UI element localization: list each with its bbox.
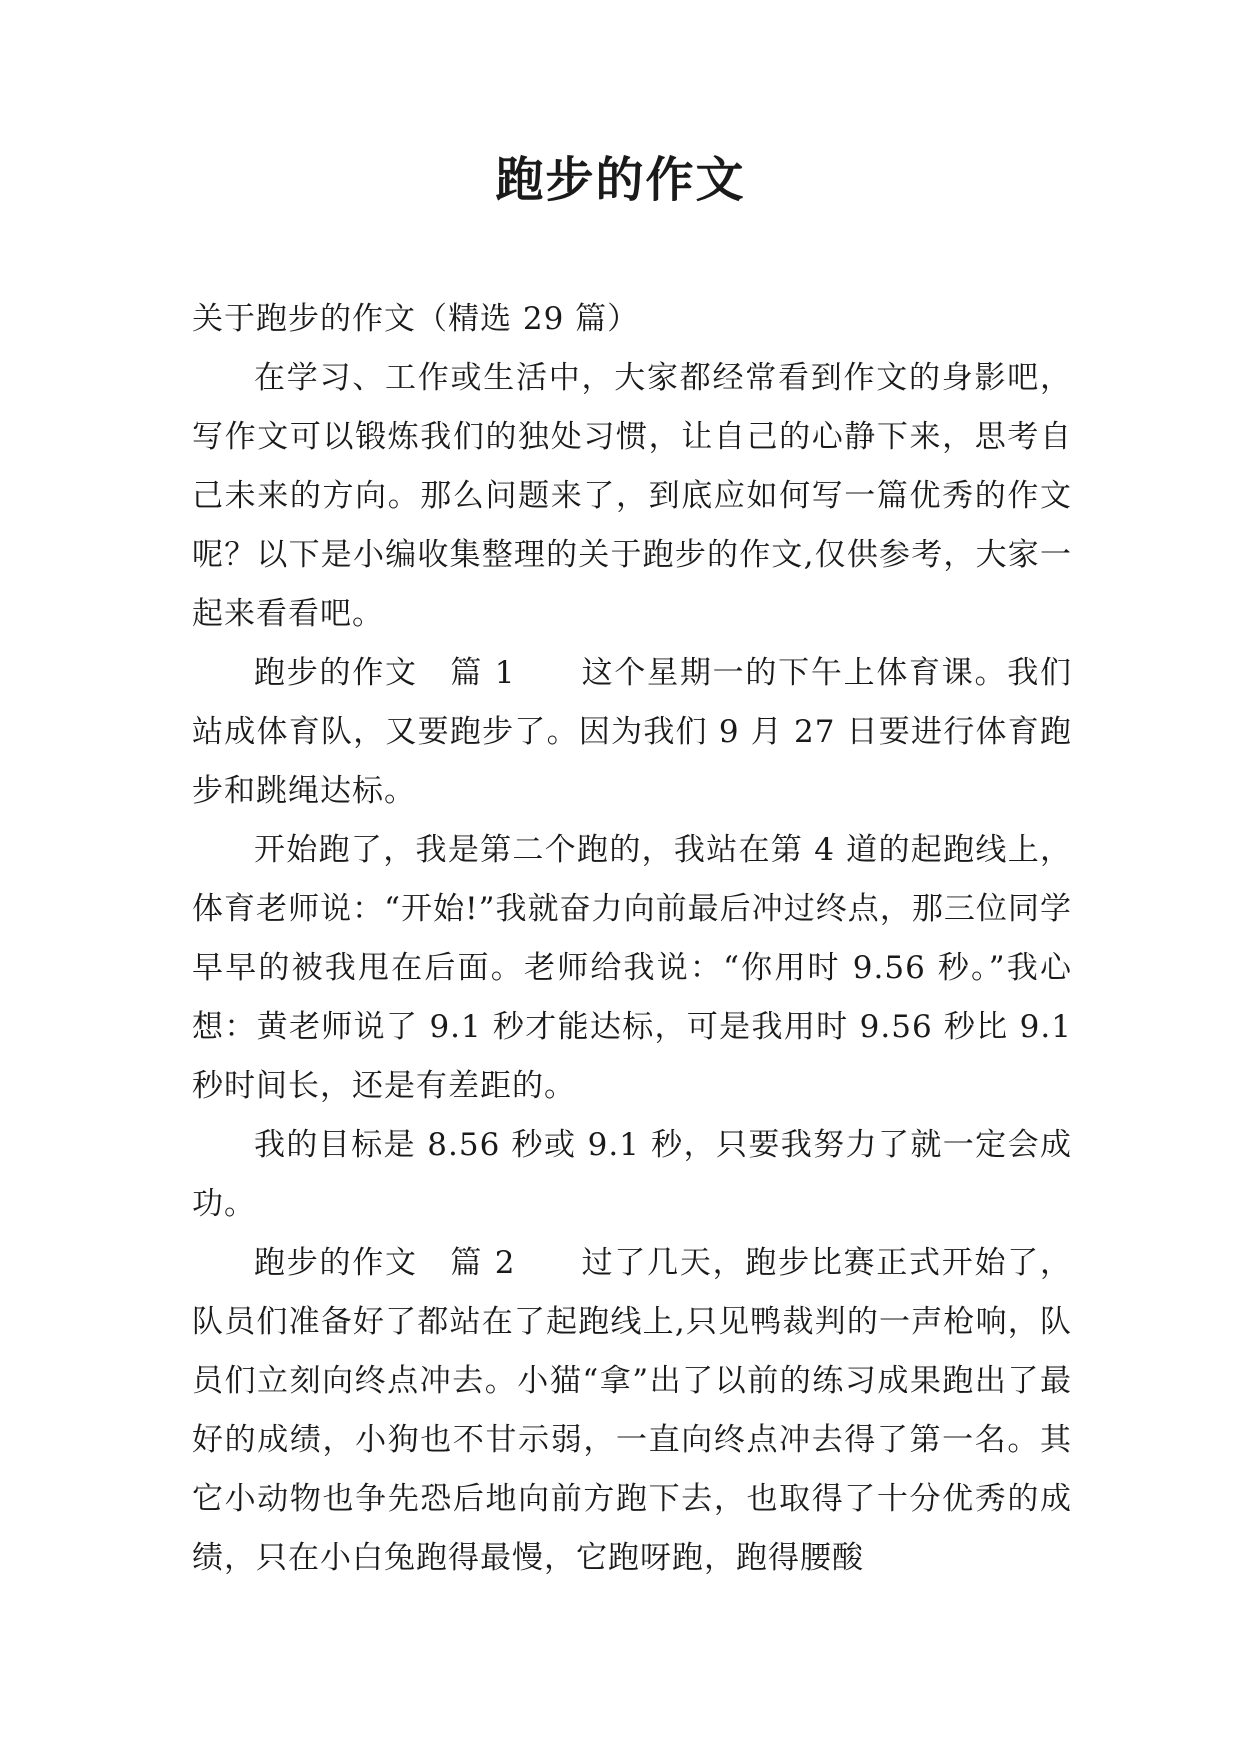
page-title: 跑步的作文 bbox=[495, 152, 746, 208]
paragraph-essay-1-goal: 我的目标是 8.56 秒或 9.1 秒，只要我努力了就一定会成功。 bbox=[192, 1127, 1072, 1222]
document-subtitle: 关于跑步的作文（精选 29 篇） bbox=[192, 301, 640, 337]
paragraph-essay-1: 跑步的作文 篇 1 这个星期一的下午上体育课。我们站成体育队，又要跑步了。因为我们 9 月 27 日要进行体育跑步和跳绳达标。 bbox=[192, 655, 1072, 809]
paragraph-essay-1-running: 开始跑了，我是第二个跑的，我站在第 4 道的起跑线上，体育老师说：“开始!”我就奋力向前最后冲过终点，那三位同学早早的被我甩在后面。老师给我说：“你用时 9.56 秒。”我心想：黄老师说了 9.1 秒才能达标，可是我用时 9.56 秒比 9.1 秒时间长，还是有差距的。 bbox=[192, 832, 1072, 1104]
document-body bbox=[192, 290, 1072, 1588]
paragraph-essay-2: 跑步的作文 篇 2 过了几天，跑步比赛正式开始了，队员们准备好了都站在了起跑线上,只见鸭裁判的一声枪响，队员们立刻向终点冲去。小猫“拿”出了以前的练习成果跑出了最好的成绩，小狗也不甘示弱，一直向终点冲去得了第一名。其它小动物也争先恐后地向前方跑下去，也取得了十分优秀的成绩，只在小白兔跑得最慢，它跑呀跑，跑得腰酸 bbox=[192, 1245, 1072, 1576]
paragraph-intro: 在学习、工作或生活中，大家都经常看到作文的身影吧，写作文可以锻炼我们的独处习惯，让自己的心静下来，思考自己未来的方向。那么问题来了，到底应如何写一篇优秀的作文呢？以下是小编收集整理的关于跑步的作文,仅供参考，大家一起来看看吧。 bbox=[192, 360, 1072, 632]
